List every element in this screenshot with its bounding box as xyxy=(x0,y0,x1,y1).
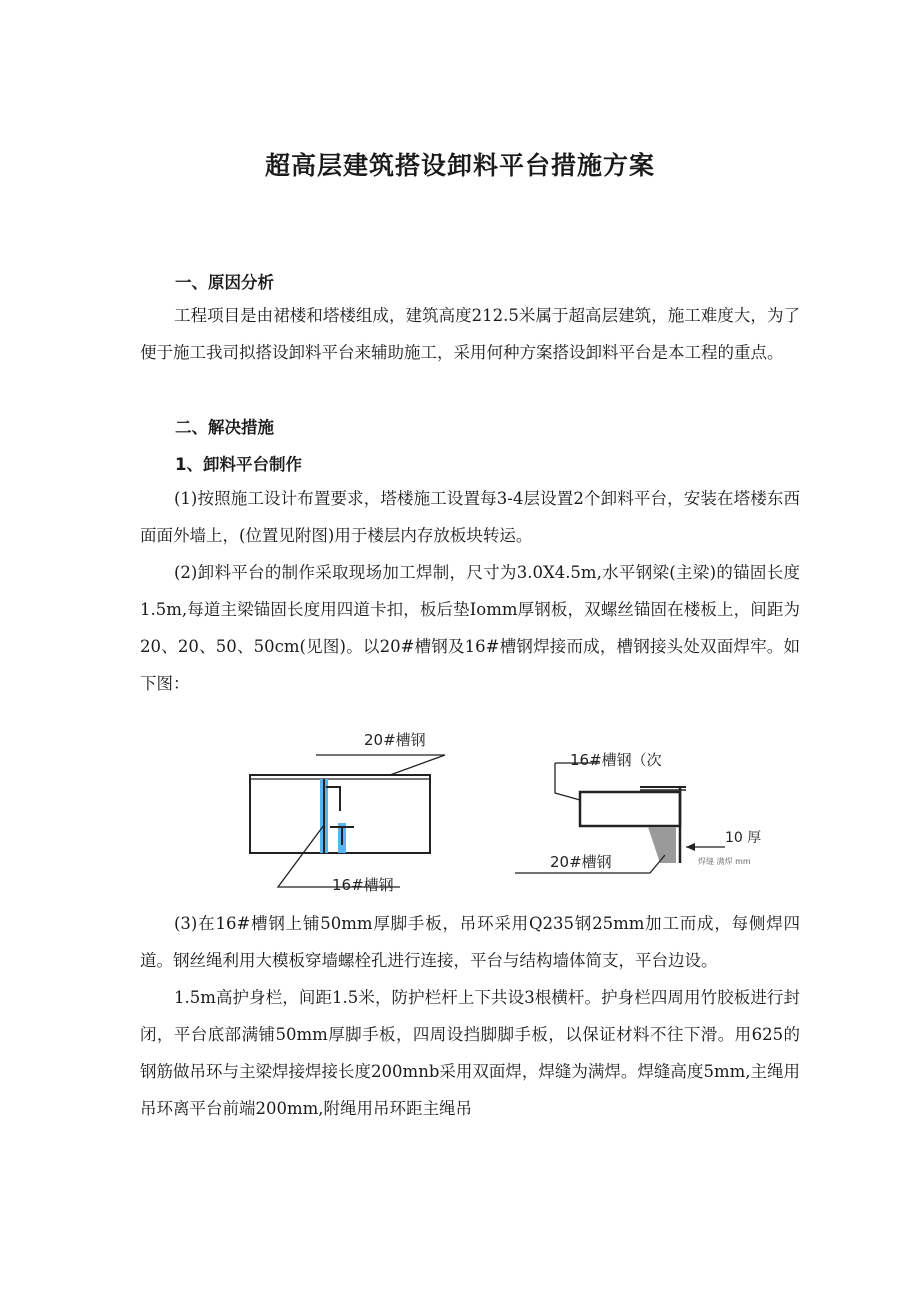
label-16-channel-secondary: 16#槽钢（次 xyxy=(570,751,662,769)
secondary-channel-section xyxy=(580,792,680,826)
paragraph-cause-analysis: 工程项目是由裙楼和塔楼组成，建筑高度212.5米属于超高层建筑，施工难度大，为了便于施工我司拟搭设卸料平台来辅助施工，采用何种方案搭设卸料平台是本工程的重点。 xyxy=(140,306,800,362)
paragraph-layout-requirements: (1)按照施工设计布置要求，塔楼施工设置每3-4层设置2个卸料平台，安装在塔楼东西面面外墙上，(位置见附图)用于楼层内存放板块转运。 xyxy=(140,489,800,545)
section-detail-diagram xyxy=(515,751,761,873)
paragraph-fabrication-details: (2)卸料平台的制作采取现场加工焊制，尺寸为3.0X4.5m,水平钢梁(主梁)的锚固长度1.5m,每道主梁锚固长度用四道卡扣，板后垫Iomm厚钢板，双螺丝锚固在楼板上，间距为20、20、50、50cm(见图)。以20#槽钢及16#槽钢焊接而成，槽钢接头处双面焊牢。如下图： xyxy=(140,563,800,693)
page-title: 超高层建筑搭设卸料平台措施方案 xyxy=(264,151,655,180)
label-20-channel-main: 20#槽钢 xyxy=(550,853,612,871)
subheading-platform-fabrication: 1、卸料平台制作 xyxy=(175,455,302,474)
small-note: 焊缝 满焊 mm xyxy=(698,857,751,866)
paragraph-guardrail: 1.5m高护身栏，间距1.5米，防护栏杆上下共设3根横杆。护身栏四周用竹胶板进行封闭，平台底部满铺50mm厚脚手板，四周设挡脚脚手板，以保证材料不往下滑。用625的钢筋做吊环与主梁焊接焊接长度200mnb采用双面焊，焊缝为满焊。焊缝高度5mm,主绳用吊环离平台前端200mm,附绳用吊环距主绳吊 xyxy=(140,988,800,1118)
section-heading-cause-analysis: 一、原因分析 xyxy=(175,273,274,292)
label-16-channel-bottom: 16#槽钢 xyxy=(332,876,394,894)
channel-steel-diagram xyxy=(240,715,780,900)
label-20-channel-top: 20#槽钢 xyxy=(364,731,426,749)
paragraph-scaffold-board: (3)在16#槽钢上铺50mm厚脚手板，吊环采用Q235钢25mm加工而成，每侧焊四道。钢丝绳利用大模板穿墙螺栓孔进行连接，平台与结构墙体简支，平台边设。 xyxy=(140,914,800,970)
section-heading-solutions: 二、解决措施 xyxy=(175,418,274,437)
label-plate-thickness: 10 厚 xyxy=(725,830,762,846)
main-beam-plan-diagram xyxy=(250,731,445,894)
